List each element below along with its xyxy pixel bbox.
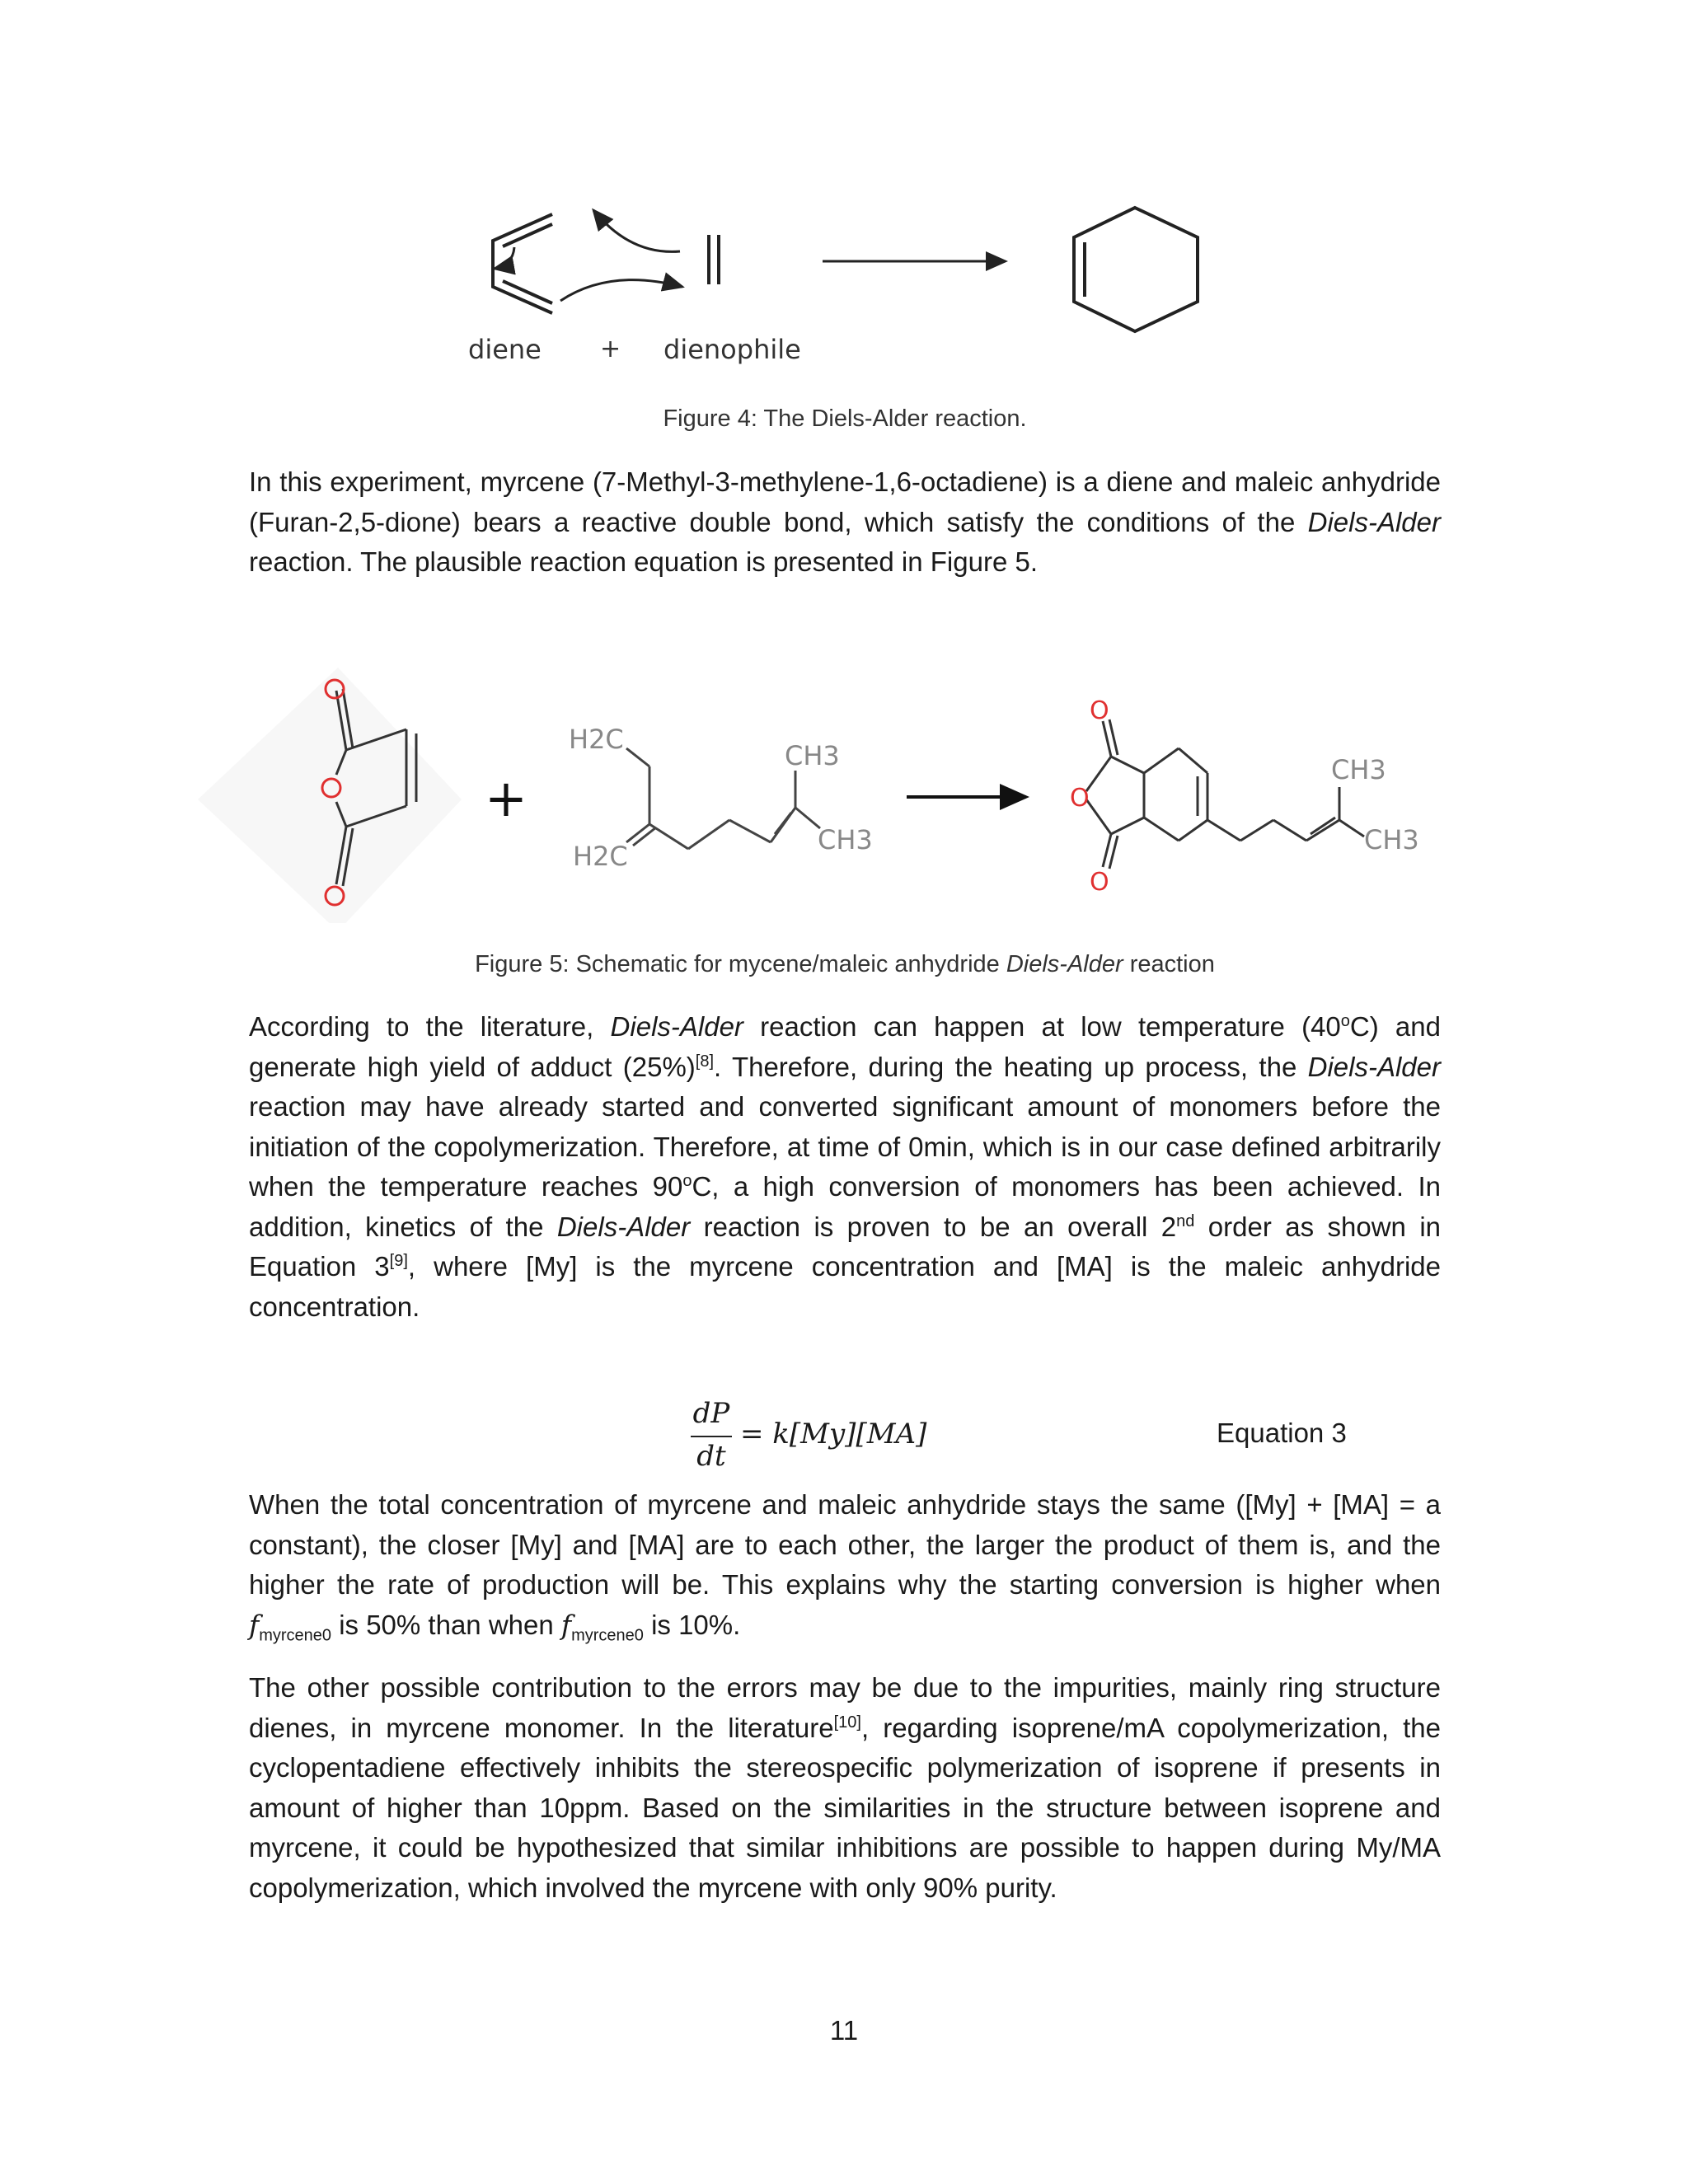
h2c-bottom-label: H2C bbox=[573, 841, 628, 872]
equation-3 bbox=[691, 1397, 938, 1471]
figure-4-caption: Figure 4: The Diels-Alder reaction. bbox=[663, 405, 1027, 432]
paragraph-1: In this experiment, myrcene (7-Methyl-3-methylene-1,6-octadiene) is a diene and maleic anhydride (Furan-2,5-dione) bears a reactive double bond, which satisfy the conditions of the Diels-Alder reaction. The plausible reaction equation is presented in Figure 5. bbox=[249, 466, 1441, 577]
paragraph-2: According to the literature, Diels-Alder reaction can happen at low temperature (40$^o$C) and generate high yield of adduct (25%)[8]. Therefore, during the heating up process, the Diels-Alder reaction may have already started and converted significant amount of monomers before the initiation of the copolymerization. Therefore, at time of 0min, which is in our case defined arbitrarily when the temperature reaches 90$^o$C, a high conversion of monomers has been achieved. In addition, kinetics of the Diels-Alder reaction is proven to be an overall 2nd order as shown in Equation 3[9], where [My] is the myrcene concentration and [MA] is the maleic anhydride concentration. bbox=[249, 1011, 1441, 1322]
equation-denominator: dt bbox=[696, 1440, 726, 1473]
page-number: 11 bbox=[829, 2015, 859, 2046]
ch3-label-b: CH3 bbox=[818, 824, 873, 855]
dienophile-structure bbox=[709, 235, 719, 284]
plus-sign: + bbox=[485, 768, 528, 828]
oxygen-label-ring: O bbox=[1070, 784, 1090, 813]
figure-5-caption: Figure 5: Schematic for mycene/maleic anhydride Diels-Alder reaction bbox=[475, 951, 1215, 977]
paragraph-4: The other possible contribution to the errors may be due to the impurities, mainly ring structure dienes, in myrcene monomer. In the literature[10], regarding isoprene/mA copolymerization, the cyclopentadiene effectively inhibits the stereospecific polymerization of isoprene if presents in amount of higher than 10ppm. Based on the similarities in the structure between isoprene and myrcene, it could be hypothesized that similar inhibitions are possible to happen during My/MA copolymerization, which involved the myrcene with only 90% purity. bbox=[249, 1672, 1441, 1903]
cyclohexene-product bbox=[1074, 208, 1198, 331]
figure-5-myrcene-maleic-anhydride-scheme bbox=[198, 651, 1434, 923]
equation-numerator: dP bbox=[692, 1397, 730, 1430]
plus-label: + bbox=[600, 335, 621, 363]
diene-label: diene bbox=[468, 334, 542, 365]
ch3-label-a: CH3 bbox=[785, 740, 840, 771]
paragraph-3: When the total concentration of myrcene and maleic anhydride stays the same ([My] + [MA] = a constant), the closer [My] and [MA] are to each other, the larger the product of them is, and the higher the rate of production will be. This explains why the starting conversion is higher when $f_{myrcene0}$ is 50% than when $f_{myrcene0}$ is 10%. bbox=[249, 1489, 1441, 1645]
dienophile-label: dienophile bbox=[663, 334, 801, 365]
equation-label: Equation 3 bbox=[1217, 1418, 1347, 1448]
figure-4-diels-alder-scheme bbox=[462, 190, 1220, 371]
myrcene-structure bbox=[569, 724, 873, 872]
ch3-label-c: CH3 bbox=[1331, 754, 1386, 785]
electron-arrows bbox=[560, 210, 682, 301]
diene-structure bbox=[493, 214, 552, 313]
h2c-top-label: H2C bbox=[569, 724, 624, 755]
ch3-label-d: CH3 bbox=[1364, 824, 1419, 855]
equation-rhs: = k[My][MA] bbox=[740, 1418, 927, 1451]
adduct-structure bbox=[1070, 696, 1419, 897]
maleic-anhydride-structure bbox=[198, 668, 462, 923]
oxygen-label-top: O bbox=[1090, 696, 1109, 725]
oxygen-label-bottom: O bbox=[1090, 868, 1109, 897]
